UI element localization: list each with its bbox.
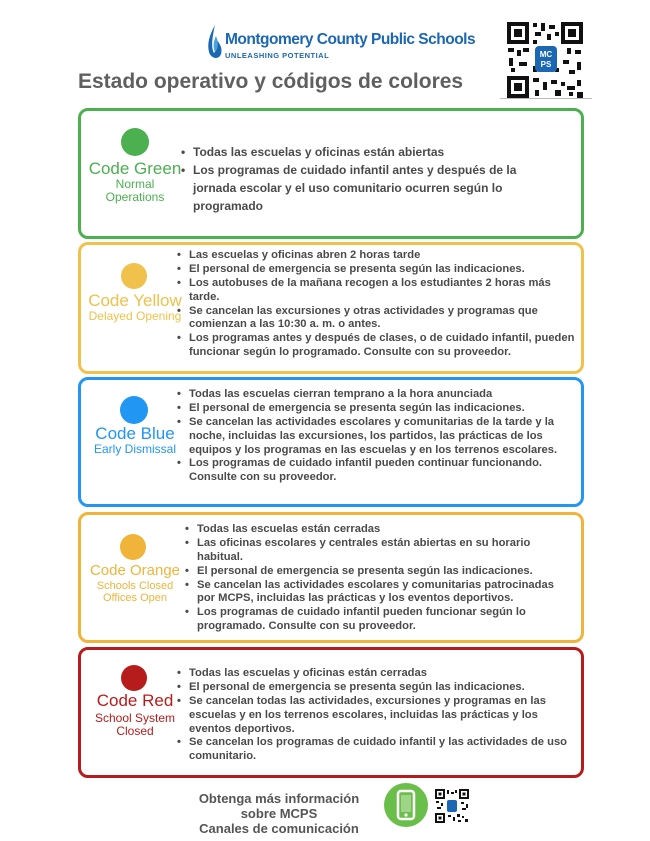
code-blue-bullets [177,388,577,485]
list-item: • Se cancelan todas las actividades, excursiones y programas en las escuelas y en los terrenos escolares, incluidas las prácticas y los eventos deportivos. [177,695,577,737]
card-code-yellow [78,242,584,374]
footer-line-1: Obtenga más información [198,791,360,806]
list-item: • El personal de emergencia se presenta según las indicaciones. [177,263,583,277]
list-item: • Las escuelas y oficinas abren 2 horas tarde [177,249,583,263]
card-code-orange [78,512,584,643]
list-item: • El personal de emergencia se presenta según las indicaciones. [177,681,577,695]
list-item: • Se cancelan las actividades escolares y comunitarias de la tarde y la noche, incluidas las excursiones, los partidos, las prácticas de los equipos y los programas en las escuelas y en los terrenos escolares. [177,416,577,458]
card-code-blue [78,377,584,507]
code-orange-label [83,563,187,605]
footer-line-3: Canales de comunicación [199,821,359,837]
code-green-title: Code Green [88,159,182,178]
list-item: • Todas las escuelas están cerradas [185,523,575,537]
qr-badge-text: MC [539,50,553,59]
status-dot-green [121,128,149,156]
phone-icon [384,783,428,827]
code-yellow-sub: Delayed Opening [88,309,182,324]
footer-info [150,791,408,837]
page-title: Estado operativo y códigos de colores [78,70,464,93]
code-red-label [85,692,185,738]
status-dot-yellow [121,263,147,289]
code-blue-label [85,425,185,456]
mcps-logo [205,24,476,66]
code-red-sub: School System Closed [94,711,176,739]
code-blue-title: Code Blue [95,424,175,443]
code-green-bullets [181,143,551,215]
list-item: • Los programas antes y después de clases, o de cuidado infantil, pueden funcionar según lo programado. Consulte con su proveedor. [177,332,583,360]
code-red-title: Code Red [96,691,174,710]
status-dot-orange [120,534,146,560]
footer-line-2: sobre MCPS [240,806,318,822]
status-dot-red [121,665,147,691]
qr-code-bottom [434,788,470,824]
list-item: • Todas las escuelas y oficinas están cerradas [177,667,577,681]
code-yellow-label [85,292,185,323]
code-red-bullets [177,667,577,764]
logo-tagline: UNLEASHING POTENTIAL [225,51,330,60]
card-code-red [78,647,584,778]
list-item: • El personal de emergencia se presenta según las indicaciones. [185,565,575,579]
logo-name: Montgomery County Public Schools [225,31,476,48]
code-green-sub: Normal Operations [105,177,165,205]
code-orange-sub: Schools Closed Offices Open [96,580,174,605]
list-item: • Se cancelan las excursiones y otras actividades y programas que comienzan a las 10:30 a. m. o antes. [177,305,583,333]
flame-icon [205,24,225,64]
code-blue-sub: Early Dismissal [93,442,176,457]
list-item: • El personal de emergencia se presenta según las indicaciones. [177,402,577,416]
list-item: • Todas las escuelas y oficinas están abiertas [181,143,551,161]
code-yellow-bullets [177,249,583,360]
list-item: • Se cancelan las actividades escolares y comunitarias patrocinadas por MCPS, incluidas las prácticas y los eventos deportivos. [185,579,575,607]
title-divider [500,98,592,99]
list-item: • Los programas de cuidado infantil pueden continuar funcionando. Consulte con su proveedor. [177,457,577,485]
status-dot-blue [120,396,148,424]
code-orange-bullets [185,523,575,634]
code-green-label [85,160,185,204]
svg-text:PS: PS [540,60,552,69]
list-item: • Se cancelan los programas de cuidado infantil y las actividades de uso comunitario. [177,736,577,764]
list-item: • Todas las escuelas cierran temprano a la hora anunciada [177,388,577,402]
code-orange-title: Code Orange [89,562,181,579]
list-item: • Los autobuses de la mañana recogen a los estudiantes 2 horas más tarde. [177,277,583,305]
list-item: • Las oficinas escolares y centrales están abiertas en su horario habitual. [185,537,575,565]
qr-code-top [505,20,585,100]
card-code-green [78,108,584,239]
code-yellow-title: Code Yellow [88,291,182,310]
list-item: • Los programas de cuidado infantil pueden funcionar según lo programado. Consulte con su proveedor. [185,606,575,634]
list-item: • Los programas de cuidado infantil antes y después de la jornada escolar y el uso comunitario ocurren según lo programado [181,161,551,215]
